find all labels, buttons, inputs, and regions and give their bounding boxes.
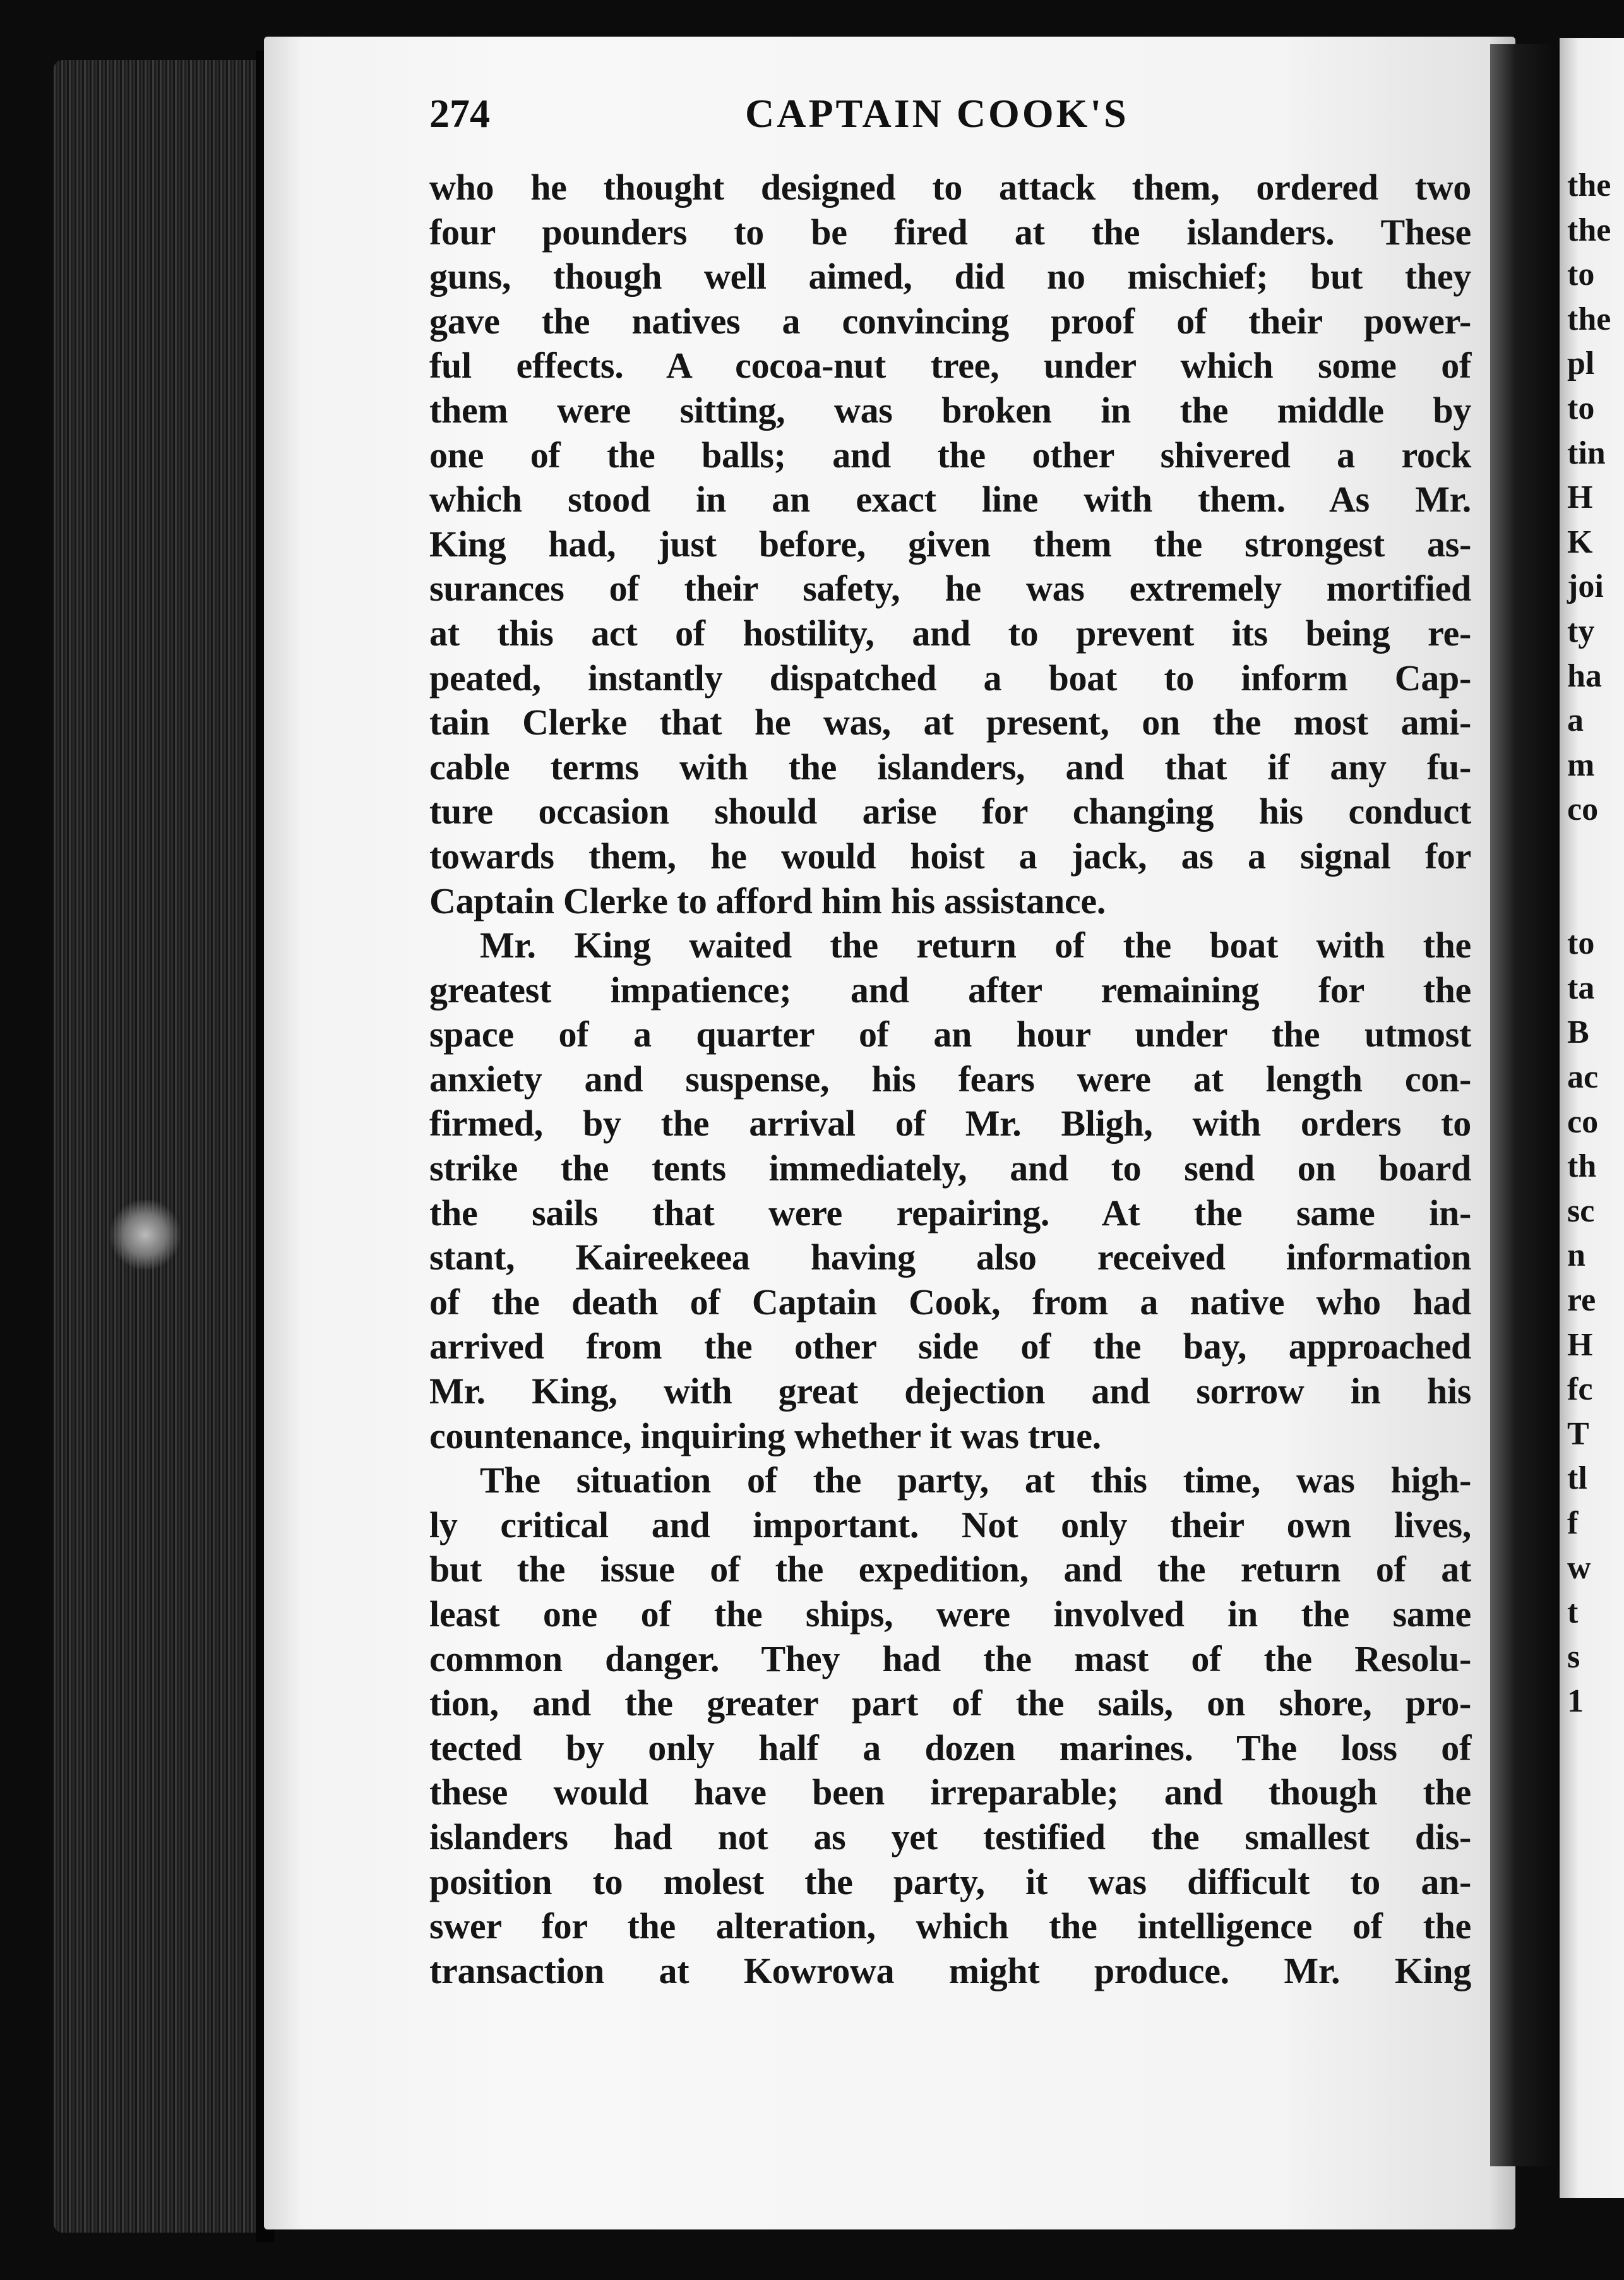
text-line: tain Clerke that he was, at present, on the most ami- (429, 702, 1471, 743)
facing-page-fragment: H (1567, 479, 1593, 516)
facing-page-fragment: th (1567, 1148, 1597, 1185)
text-line: islanders had not as yet testified the smallest dis- (429, 1816, 1471, 1857)
text-line: ful effects. A cocoa-nut tree, under which some of (429, 345, 1471, 387)
page-number: 274 (429, 91, 490, 136)
facing-page-fragment: the (1567, 212, 1611, 248)
facing-page-fragment: the (1567, 301, 1611, 337)
text-line: strike the tents immediately, and to send on board (429, 1148, 1471, 1189)
facing-page-fragment: co (1567, 1103, 1599, 1140)
facing-page-fragment: ty (1567, 613, 1595, 649)
facing-page-fragment: f (1567, 1505, 1579, 1541)
text-line: firmed, by the arrival of Mr. Bligh, with orders to (429, 1103, 1471, 1144)
text-line: Captain Clerke to afford him his assistance. (429, 880, 1106, 921)
text-line: countenance, inquiring whether it was true. (429, 1415, 1101, 1456)
facing-page-fragment: a (1567, 702, 1584, 739)
facing-page-fragment: pl (1567, 345, 1595, 382)
text-line: cable terms with the islanders, and that if any fu- (429, 746, 1471, 788)
text-line: tected by only half a dozen marines. The loss of (429, 1727, 1471, 1768)
facing-page-fragment: sc (1567, 1192, 1595, 1229)
text-line: guns, though well aimed, did no mischief; but they (429, 256, 1471, 297)
facing-page-fragment: w (1567, 1549, 1591, 1586)
facing-page-fragment: K (1567, 524, 1593, 560)
facing-page-fragment: ta (1567, 969, 1595, 1006)
facing-page-fragment: tl (1567, 1460, 1587, 1497)
text-line: swer for the alteration, which the intelligence of the (429, 1905, 1471, 1947)
text-line: four pounders to be fired at the islanders. These (429, 211, 1471, 253)
text-line: at this act of hostility, and to prevent its being re- (429, 612, 1471, 654)
text-line: greatest impatience; and after remaining for the (429, 969, 1471, 1011)
text-line: them were sitting, was broken in the middle by (429, 389, 1471, 431)
facing-page-fragment: m (1567, 747, 1595, 783)
running-head: CAPTAIN COOK'S (745, 91, 1129, 136)
facing-page-fragment: 1 (1567, 1683, 1584, 1720)
text-line: arrived from the other side of the bay, approached (429, 1326, 1471, 1367)
text-line: space of a quarter of an hour under the utmost (429, 1014, 1471, 1055)
facing-page-fragment: ac (1567, 1059, 1599, 1095)
text-line: tion, and the greater part of the sails, on shore, pro- (429, 1683, 1471, 1724)
facing-page-fragment: n (1567, 1237, 1585, 1274)
body-text (429, 165, 1471, 1993)
text-line: ly critical and important. Not only their own lives, (429, 1504, 1471, 1545)
book-fore-edge (54, 60, 268, 2233)
facing-page-fragment: to (1567, 925, 1595, 962)
facing-page-fragment: T (1567, 1415, 1589, 1452)
text-line: position to molest the party, it was difficult to an- (429, 1861, 1471, 1902)
text-line: one of the balls; and the other shivered a rock (429, 434, 1471, 476)
text-line: least one of the ships, were involved in the same (429, 1593, 1471, 1635)
text-line: King had, just before, given them the strongest as- (429, 523, 1471, 565)
facing-page-fragment: H (1567, 1326, 1593, 1363)
text-line: stant, Kaireekeea having also received information (429, 1237, 1471, 1278)
text-line: the sails that were repairing. At the same in- (429, 1192, 1471, 1233)
facing-page-fragment: co (1567, 791, 1599, 828)
page-header (429, 85, 1490, 142)
facing-page-fragment: B (1567, 1014, 1589, 1051)
text-line: The situation of the party, at this time, was high- (480, 1460, 1471, 1501)
facing-page-fragment: to (1567, 390, 1595, 426)
facing-page-fragment: s (1567, 1638, 1580, 1675)
text-line: Mr. King, with great dejection and sorrow in his (429, 1371, 1471, 1412)
facing-page-fragment: joi (1567, 568, 1604, 605)
text-line: transaction at Kowrowa might produce. Mr. King (429, 1950, 1471, 1991)
text-line: of the death of Captain Cook, from a native who had (429, 1281, 1471, 1323)
facing-page-fragment: t (1567, 1594, 1579, 1631)
text-line: towards them, he would hoist a jack, as a signal for (429, 835, 1471, 877)
text-line: these would have been irreparable; and though the (429, 1772, 1471, 1813)
text-line: surances of their safety, he was extremely mortified (429, 568, 1471, 609)
facing-page-fragment: re (1567, 1282, 1596, 1318)
facing-page-fragment: tin (1567, 435, 1606, 471)
scan-smudge (107, 1200, 183, 1269)
text-line: who he thought designed to attack them, ordered two (429, 167, 1471, 208)
facing-page-fragment: the (1567, 167, 1611, 203)
text-line: gave the natives a convincing proof of their power- (429, 300, 1471, 342)
facing-page-fragment: to (1567, 256, 1595, 293)
facing-page-fragment: fc (1567, 1371, 1593, 1408)
text-line: peated, instantly dispatched a boat to inform Cap- (429, 657, 1471, 699)
text-line: anxiety and suspense, his fears were at length con- (429, 1058, 1471, 1100)
text-line: common danger. They had the mast of the Resolu- (429, 1638, 1471, 1679)
text-line: ture occasion should arise for changing his conduct (429, 791, 1471, 832)
book-gutter (1490, 44, 1560, 2166)
text-line: but the issue of the expedition, and the return of at (429, 1549, 1471, 1590)
facing-page-fragment: ha (1567, 657, 1602, 694)
text-line: which stood in an exact line with them. As Mr. (429, 479, 1471, 520)
text-line: Mr. King waited the return of the boat with the (480, 925, 1471, 966)
